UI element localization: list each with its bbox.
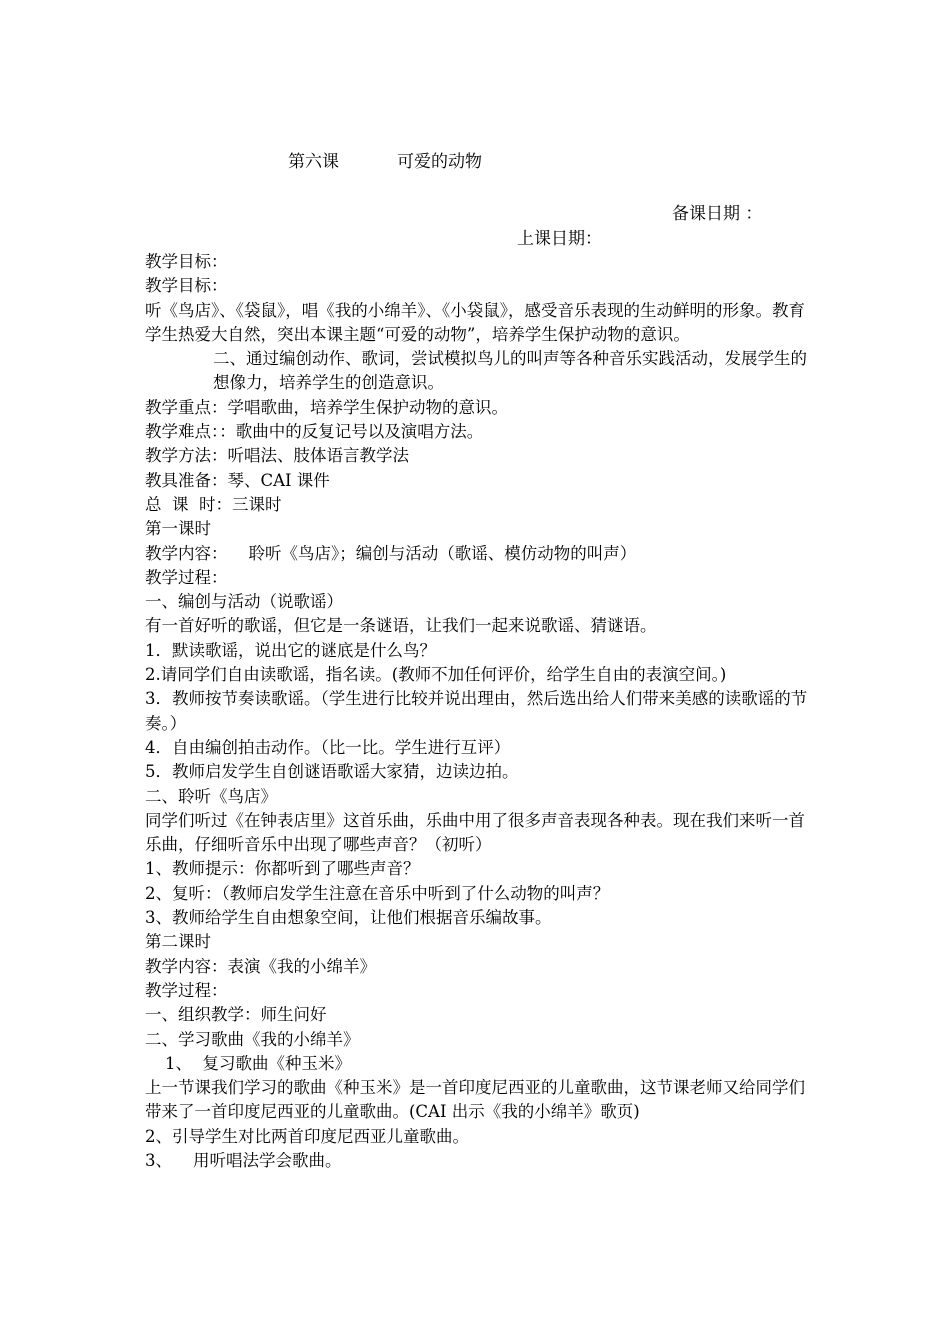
total-hours: 总 课 时：三课时 xyxy=(145,494,282,514)
step-heading: 一、组织教学：师生问好 xyxy=(145,1005,327,1025)
teaching-content: 教学内容： 聆听《鸟店》；编创与活动（歌谣、模仿动物的叫声） xyxy=(145,543,637,563)
objectives-heading: 教学目标： xyxy=(145,276,228,296)
objectives-heading: 教学目标： xyxy=(145,252,228,271)
difficult-point: 教学难点：：歌曲中的反复记号以及演唱方法。 xyxy=(145,422,484,442)
lesson-name: 可爱的动物 xyxy=(397,152,482,172)
step-heading: 一、编创与活动（说歌谣） xyxy=(145,592,343,612)
lesson-number: 第六课 xyxy=(288,152,339,172)
list-item: 1．默读歌谣，说出它的谜底是什么鸟？ xyxy=(145,640,436,660)
step-heading: 二、聆听《鸟店》 xyxy=(145,786,277,806)
section-heading: 第一课时 xyxy=(145,519,211,539)
process-heading: 教学过程： xyxy=(145,567,228,587)
list-item: 3、 用听唱法学会歌曲。 xyxy=(145,1150,342,1170)
list-item: 1、教师提示：你都听到了哪些声音？ xyxy=(145,859,420,879)
section-heading: 第二课时 xyxy=(145,932,211,952)
teaching-method: 教学方法：听唱法、肢体语言教学法 xyxy=(145,446,409,466)
list-item: 2、引导学生对比两首印度尼西亚儿童歌曲。 xyxy=(145,1126,469,1146)
paragraph: 有一首好听的歌谣，但它是一条谜语，让我们一起来说歌谣、猜谜语。 xyxy=(145,616,657,636)
list-item: 3、教师给学生自由想象空间，让他们根据音乐编故事。 xyxy=(145,908,552,928)
objective-one: 听《鸟店》、《袋鼠》，唱《我的小绵羊》、《小袋鼠》，感受音乐表现的生动鲜明的形象。教育学生热爱大自然，突出本课主题“可爱的动物”，培养学生保护动物的意识。 xyxy=(145,300,805,344)
list-item: 2.请同学们自由读歌谣，指名读。(教师不加任何评价，给学生自由的表演空间。) xyxy=(145,665,727,685)
objective-two: 二、通过编创动作、歌词，尝试模拟鸟儿的叫声等各种音乐实践活动，发展学生的想像力，培养学生的创造意识。 xyxy=(213,349,807,393)
process-heading: 教学过程： xyxy=(145,980,228,1000)
paragraph: 同学们听过《在钟表店里》这首乐曲，乐曲中用了很多声音表现各种表。现在我们来听一首乐曲，仔细听音乐中出现了哪些声音？（初听） xyxy=(145,810,805,855)
step-heading: 二、学习歌曲《我的小绵羊》 xyxy=(145,1029,360,1049)
lesson-title xyxy=(288,150,482,174)
prep-date-label: 备课日期 ： xyxy=(672,204,763,224)
paragraph: 上一节课我们学习的歌曲《种玉米》是一首印度尼西亚的儿童歌曲，这节课老师又给同学们带来了一首印度尼西亚的儿童歌曲。(CAI 出示《我的小绵羊》歌页) xyxy=(145,1078,805,1122)
list-item: 3．教师按节奏读歌谣。（学生进行比较并说出理由，然后选出给人们带来美感的读歌谣的节奏。） xyxy=(145,689,808,733)
list-item: 1、 复习歌曲《种玉米》 xyxy=(165,1053,351,1073)
class-date-label: 上课日期： xyxy=(517,229,602,249)
key-point: 教学重点：学唱歌曲，培养学生保护动物的意识。 xyxy=(145,397,508,417)
teaching-content: 教学内容：表演《我的小绵羊》 xyxy=(145,956,376,976)
document-body xyxy=(145,250,810,1173)
teaching-aids: 教具准备：琴、CAI 课件 xyxy=(145,470,330,490)
list-item: 4．自由编创拍击动作。（比一比。学生进行互评） xyxy=(145,737,511,757)
list-item: 5．教师启发学生自创谜语歌谣大家猜，边读边拍。 xyxy=(145,762,519,782)
list-item: 2、复听：（教师启发学生注意在音乐中听到了什么动物的叫声？ xyxy=(145,883,610,903)
